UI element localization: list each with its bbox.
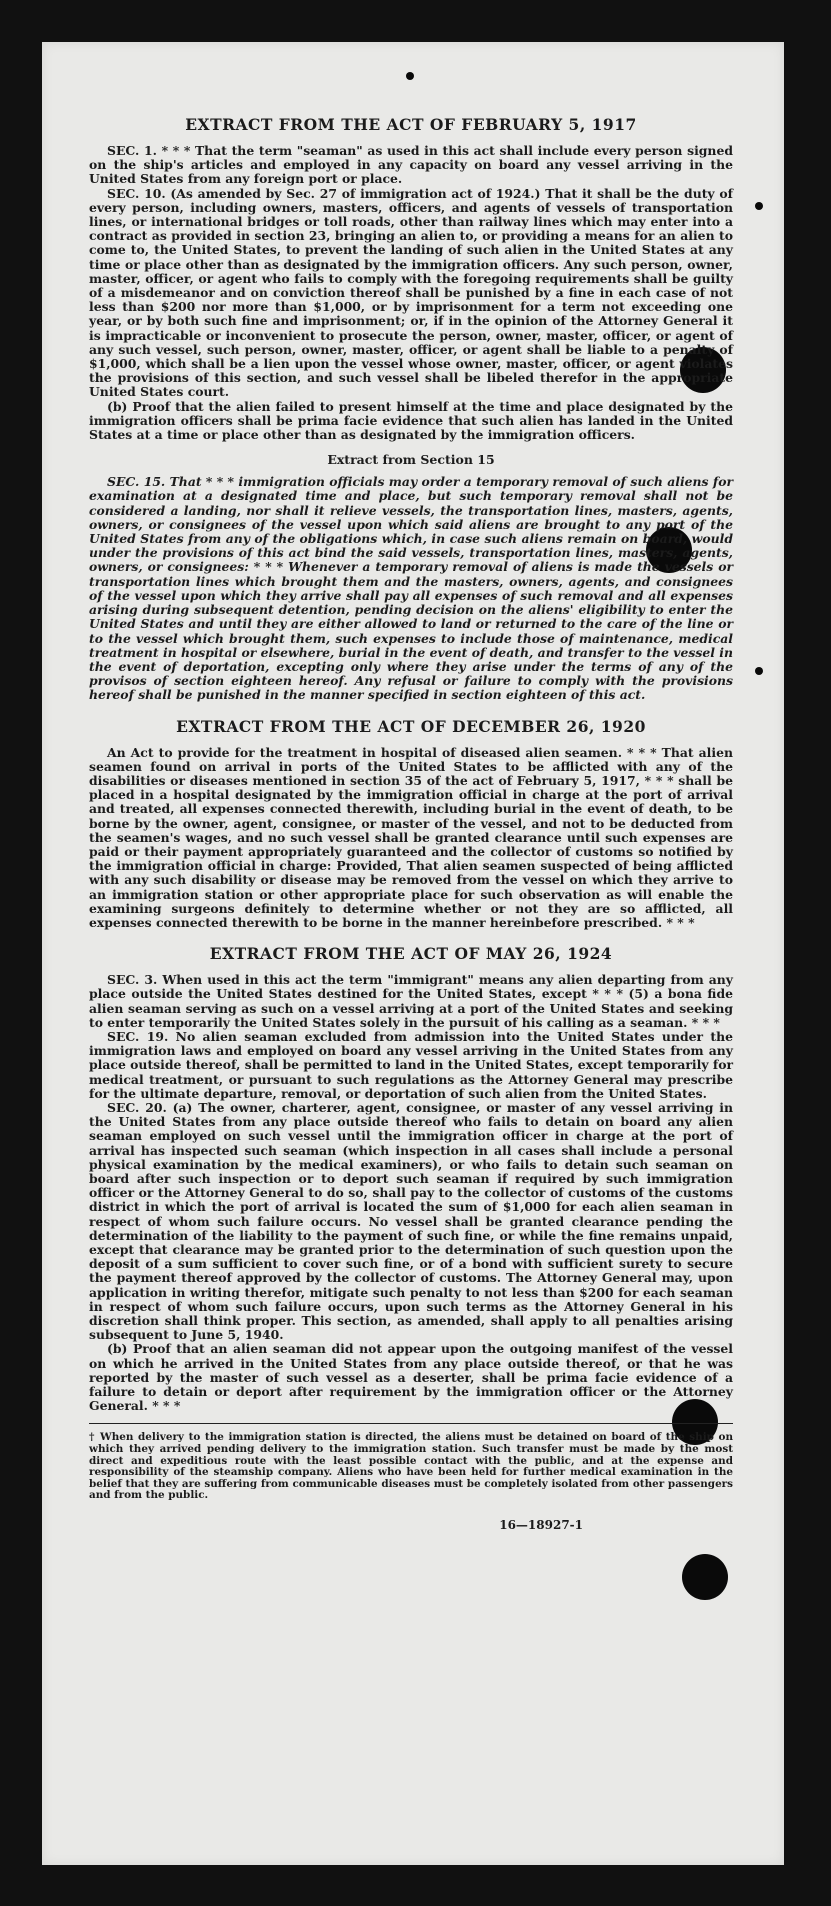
heading-act-1920: EXTRACT FROM THE ACT OF DECEMBER 26, 1920 <box>176 716 646 736</box>
sec-1-paragraph: SEC. 1. * * * That the term "seaman" as used in this act shall include every person signed on the ship's articles and employed in any capacity on board any vessel arriving in the United States from any foreign port or place. <box>89 143 733 187</box>
form-code: 16—18927-1 <box>499 1518 583 1533</box>
sec-20-paragraph: SEC. 20. (a) The owner, charterer, agent, consignee, or master of any vessel arriving in the United States from any place outside thereof who fails to detain on board any alien seaman employed on such vessel until the immigration officer in charge at the port of arrival has inspected such seaman (which inspection in all cases shall include a personal physical examination by the medical examiners), or who fails to detain such seaman on board after such inspection or to deport such seaman if required by such immigration officer or the Attorney General to do so, shall pay to the collector of customs of the customs district in which the port of arrival is located the sum of $1,000 for each alien seaman in respect of whom such failure occurs. No vessel shall be granted clearance pending the determination of the liability to the payment of such fine, or while the fine remains unpaid, except that clearance may be granted prior to the determination of such question upon the deposit of a sum sufficient to cover such fine, or of a bond with sufficient surety to secure the payment thereof approved by the collector of customs. The Attorney General may, upon application in writing therefor, mitigate such penalty to not less than $200 for each seaman in respect of whom such failure occurs, upon such terms as the Attorney General in his discretion shall think proper. This section, as amended, shall apply to all penalties arising subsequent to June 5, 1940. <box>89 1099 733 1343</box>
heading-act-1917: EXTRACT FROM THE ACT OF FEBRUARY 5, 1917 <box>185 115 637 134</box>
heading-act-1924: EXTRACT FROM THE ACT OF MAY 26, 1924 <box>209 944 613 964</box>
act-1920-paragraph: An Act to provide for the treatment in hospital of diseased alien seamen. * * * That alien seamen found on arrival in ports of the United States to be afflicted with any of the disabilities or diseases mentioned in section 35 of the act of February 5, 1917, * * * shall be placed in a hospital designated by the immigration official in charge at the port of arrival and treated, all expenses connected therewith, including burial in the event of death, to be borne by the owner, agent, consignee, or master of the vessel, and not to be deducted from the seamen's wages, and no such vessel shall be granted clearance until such expenses are paid or their payment appropriately guaranteed and the collector of customs so notified by the immigration official in charge: Provided, That alien seamen suspected of being afflicted with any such disability or disease may be removed from the vessel on which they arrive to an immigration station or other appropriate place for such observation as will enable the examining surgeons definitely to determine whether or not they are so afflicted, all expenses connected therewith to be borne in the manner hereinbefore prescribed. * * * <box>89 744 733 930</box>
ink-dot <box>755 667 763 675</box>
footnote: † When delivery to the immigration station is directed, the aliens must be detained on board of the ship on which they arrived pending delivery to the immigration station. Such transfer must be made by the most direct and expeditious route with the least possible contact with the public, and at the expense and responsibility of the steamship company. Aliens who have been held for further medical examination in the belief that they are suffering from communicable diseases must be completely isolated from other passengers and from the public. <box>89 1431 733 1502</box>
sec-3-paragraph: SEC. 3. When used in this act the term "immigrant" means any alien departing from any place outside the United States destined for the United States, except * * * (5) a bona fide alien seaman serving as such on a vessel arriving at a port of the United States and seeking to enter temporarily the United States solely in the pursuit of his calling as a seaman. * * * <box>89 972 733 1030</box>
sec-10-paragraph: SEC. 10. (As amended by Sec. 27 of immigration act of 1924.) That it shall be the duty of every person, including owners, masters, officers, and agents of vessels of transportation lines, or international bridges or toll roads, other than railway lines which may enter into a contract as provided in section 23, bringing an alien to, or providing a means for an alien to come to, the United States, to prevent the landing of such alien in the United States at any time or place other than as designated by the immigration officers. Any such person, owner, master, officer, or agent who fails to comply with the foregoing requirements shall be guilty of a misdemeanor and on conviction thereof shall be punished by a fine in each case of not less than $200 nor more than $1,000, or by imprisonment for a term not exceeding one year, or by both such fine and imprisonment; or, if in the opinion of the Attorney General it is impracticable or inconvenient to prosecute the person, owner, master, officer, or agent of any such vessel, such person, owner, master, officer, or agent shall be liable to a penalty of $1,000, which shall be a lien upon the vessel whose owner, master, officer, or agent violates the provisions of this section, and such vessel shall be libeled therefor in the appropriate United States court. <box>89 185 733 400</box>
sec-10-b-paragraph: (b) Proof that the alien failed to present himself at the time and place designated by the immigration officers shall be prima facie evidence that such alien has landed in the United States at a time or place other than as designated by the immigration officers. <box>89 398 733 443</box>
heading-section-15: Extract from Section 15 <box>327 452 495 468</box>
document-body <box>89 115 733 1532</box>
document-page <box>42 42 784 1865</box>
punch-hole <box>682 1554 728 1600</box>
ink-dot <box>406 72 414 80</box>
sec-19-paragraph: SEC. 19. No alien seaman excluded from admission into the United States under the immigration laws and employed on board any vessel arriving in the United States from any place outside thereof, shall be permitted to land in the United States, except temporarily for medical treatment, or pursuant to such regulations as the Attorney General may prescribe for the ultimate departure, removal, or deportation of such alien from the United States. <box>89 1028 733 1101</box>
footnote-divider <box>89 1423 733 1424</box>
sec-20-b-paragraph: (b) Proof that an alien seaman did not appear upon the outgoing manifest of the vessel on which he arrived in the United States from any place outside thereof, or that he was reported by the master of such vessel as a deserter, shall be prima facie evidence of a failure to detain or deport after requirement by the immigration officer or the Attorney General. * * * <box>89 1341 733 1414</box>
sec-15-paragraph: SEC. 15. That * * * immigration officials may order a temporary removal of such aliens for examination at a designated time and place, but such temporary removal shall not be considered a landing, nor shall it relieve vessels, the transportation lines, masters, agents, owners, or consignees of the vessel upon which said aliens are brought to any port of the United States from any of the obligations which, in case such aliens remain on board, would under the provisions of this act bind the said vessels, transportation lines, masters, agents, owners, or consignees: * * * Whenever a temporary removal of aliens is made the vessels or transportation lines which brought them and the masters, owners, agents, and consignees of the vessel upon which they arrive shall pay all expenses of such removal and all expenses arising during subsequent detention, pending decision on the aliens' eligibility to enter the United States and until they are either allowed to land or returned to the care of the line or to the vessel which brought them, such expenses to include those of maintenance, medical treatment in hospital or elsewhere, burial in the event of death, and transfer to the vessel in the event of deportation, excepting only where they arise under the terms of any of the provisos of section eighteen hereof. Any refusal or failure to comply with the provisions hereof shall be punished in the manner specified in section eighteen of this act. <box>89 474 733 703</box>
ink-dot <box>755 202 763 210</box>
